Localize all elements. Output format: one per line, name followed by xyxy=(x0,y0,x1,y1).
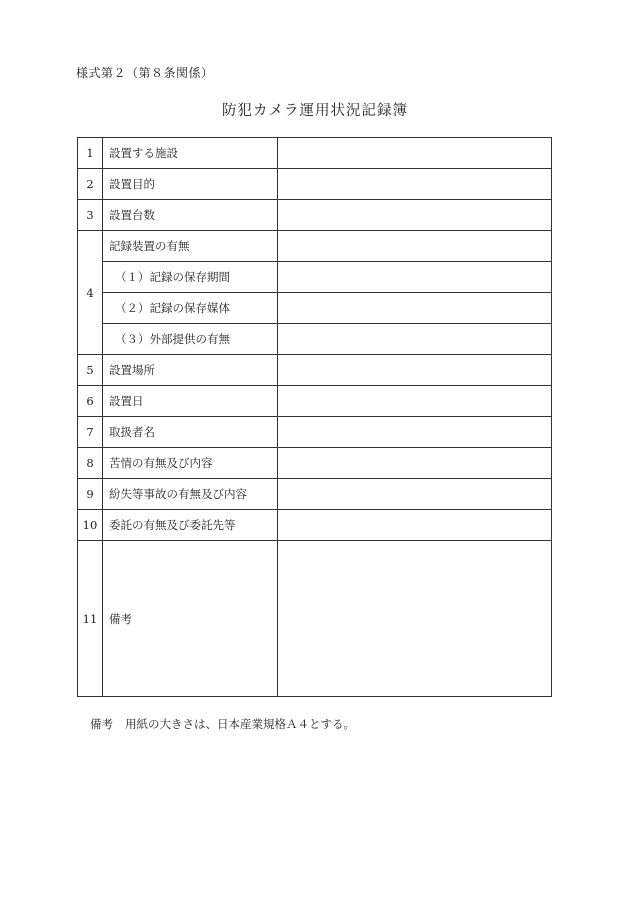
footnote xyxy=(90,716,355,732)
sub-row-label: （１）記録の保存期間 xyxy=(103,262,278,293)
row-number: 2 xyxy=(78,169,103,200)
row-label: 備考 xyxy=(103,541,278,697)
table-row xyxy=(78,293,552,324)
row-number: 3 xyxy=(78,200,103,231)
table-row xyxy=(78,510,552,541)
sub-row-label: （２）記録の保存媒体 xyxy=(103,293,278,324)
row-number: 10 xyxy=(78,510,103,541)
row-label: 記録装置の有無 xyxy=(103,231,278,262)
row-label: 設置日 xyxy=(103,386,278,417)
row-number: 6 xyxy=(78,386,103,417)
value-cell[interactable] xyxy=(278,355,552,386)
value-cell[interactable] xyxy=(278,386,552,417)
value-cell[interactable] xyxy=(278,324,552,355)
table-row xyxy=(78,169,552,200)
table-row xyxy=(78,386,552,417)
table-row xyxy=(78,479,552,510)
value-cell[interactable] xyxy=(278,293,552,324)
value-cell[interactable] xyxy=(278,231,552,262)
row-label: 取扱者名 xyxy=(103,417,278,448)
row-number: 9 xyxy=(78,479,103,510)
row-label: 設置目的 xyxy=(103,169,278,200)
form-number: 様式第２（第８条関係） xyxy=(76,66,214,80)
row-number: 8 xyxy=(78,448,103,479)
table-row xyxy=(78,541,552,697)
table-row xyxy=(78,448,552,479)
value-cell[interactable] xyxy=(278,417,552,448)
table-row xyxy=(78,417,552,448)
row-label: 苦情の有無及び内容 xyxy=(103,448,278,479)
row-label: 設置場所 xyxy=(103,355,278,386)
table-row xyxy=(78,138,552,169)
row-number: 11 xyxy=(78,541,103,697)
table-row xyxy=(78,262,552,293)
record-table xyxy=(77,137,552,697)
row-label: 設置台数 xyxy=(103,200,278,231)
table-row xyxy=(78,231,552,262)
value-cell[interactable] xyxy=(278,138,552,169)
footnote-text: 用紙の大きさは、日本産業規格Ａ４とする。 xyxy=(125,717,355,731)
value-cell[interactable] xyxy=(278,262,552,293)
row-label: 設置する施設 xyxy=(103,138,278,169)
value-cell[interactable] xyxy=(278,479,552,510)
row-number: 7 xyxy=(78,417,103,448)
value-cell[interactable] xyxy=(278,541,552,697)
table-row xyxy=(78,200,552,231)
row-number: 5 xyxy=(78,355,103,386)
sub-row-label: （３）外部提供の有無 xyxy=(103,324,278,355)
document-title: 防犯カメラ運用状況記録簿 xyxy=(222,103,408,119)
row-number: 4 xyxy=(78,231,103,355)
row-number: 1 xyxy=(78,138,103,169)
value-cell[interactable] xyxy=(278,510,552,541)
row-label: 紛失等事故の有無及び内容 xyxy=(103,479,278,510)
table-row xyxy=(78,324,552,355)
value-cell[interactable] xyxy=(278,448,552,479)
table-row xyxy=(78,355,552,386)
value-cell[interactable] xyxy=(278,169,552,200)
footnote-head: 備考 xyxy=(90,717,113,731)
row-label: 委託の有無及び委託先等 xyxy=(103,510,278,541)
value-cell[interactable] xyxy=(278,200,552,231)
